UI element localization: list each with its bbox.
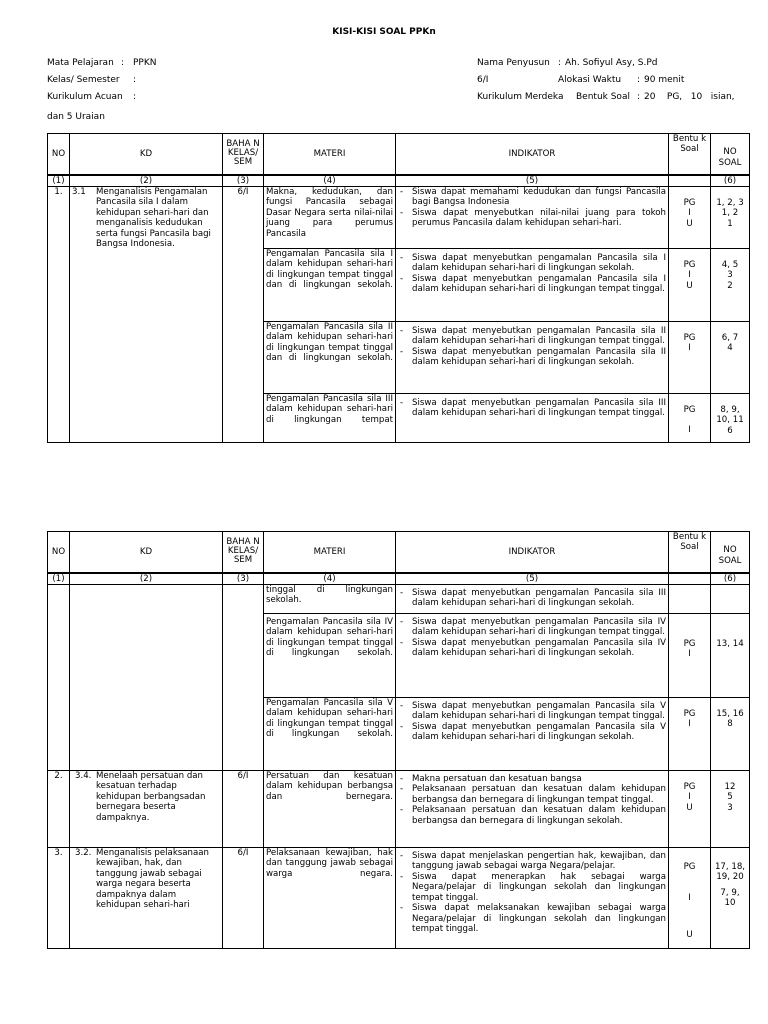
kd-number: 3.4. [75,770,92,781]
row-nosoal [711,321,750,393]
uraian-line: dan 5 Uraian [47,112,105,122]
col-number: (3) [223,175,264,187]
col-number: (2) [70,175,223,187]
indikator-item: - Siswa dapat menyebutkan pengamalan Pancasila sila I dalam kehidupan sehari-hari di lingkungan tempat tinggal. [403,274,666,295]
row-materi: Pelaksanaan kewajiban, hak dan tanggung jawab sebagai warga negara. [264,847,396,948]
bentuk-item: I [688,425,691,435]
row-bentuk [669,584,711,613]
bentuk-item: PG [683,708,696,719]
col-number: (5) [396,175,669,187]
header-kd: KD [70,532,223,573]
row-nosoal [711,847,750,948]
penyusun-colon: : [558,58,562,68]
nosoal-item: 15, 16 [716,708,744,719]
bentuk-item: U [686,218,693,229]
bentuk-item: I [688,719,691,729]
nosoal-item: 17, 18, [714,861,746,872]
kisi-table-2 [47,531,750,949]
row-kd [70,186,223,442]
row-materi: Pengamalan Pancasila sila II dalam kehidupan sehari-hari di lingkungan tempat tinggal dan di lingkungan sekolah. [264,321,396,393]
row-bentuk [669,697,711,770]
header-no: NO [48,532,70,573]
mapel-label: Mata Pelajaran [47,58,114,68]
table-row [48,186,750,248]
bentuk-item: PG [683,259,696,270]
bentuk-item: PG [683,197,696,208]
bentuk-item: PG [683,861,696,872]
bentuk-item: PG [683,781,696,792]
header-materi: MATERI [264,134,396,175]
bentuk-label: Bentuk Soal [576,92,630,102]
nosoal-item: 10, 11 [716,415,744,425]
row-indikator [396,584,669,613]
indikator-item: - Pelaksanaan persatuan dan kesatuan dalam kehidupan berbangsa dan bernegara di lingkungan tempat tinggal. [403,784,666,805]
row-bentuk [669,847,711,948]
row-nosoal [711,186,750,248]
nosoal-item: 8, 9, [720,404,740,415]
row-indikator [396,248,669,321]
header-nosoal: NO SOAL [711,532,750,573]
penyusun-label: Nama Penyusun [477,58,550,68]
indikator-item: - Siswa dapat memahami kedudukan dan fungsi Pancasila bagi Bangsa Indonesia [403,187,666,208]
page-title: KISI-KISI SOAL PPKn [332,27,436,37]
bentuk-item: PG [683,638,696,649]
kelas-label: Kelas/ Semester [47,75,120,85]
row-kd [70,584,223,770]
row-bentuk [669,321,711,393]
kurikulum-colon: : [133,92,137,102]
row-materi: Pengamalan Pancasila sila I dalam kehidupan sehari-hari di lingkungan tempat tinggal dan di lingkungan sekolah. [264,248,396,321]
bentuk-item: I [688,270,691,280]
row-materi: Makna, kedudukan, dan fungsi Pancasila sebagai Dasar Negara serta nilai-nilai juang para perumus Pancasila [264,186,396,248]
col-number: (5) [396,573,669,585]
row-materi: Pengamalan Pancasila sila IV dalam kehidupan sehari-hari di lingkungan tempat tinggal di lingkungan sekolah. [264,613,396,697]
header-bentuk: Bentu k Soal [669,134,711,175]
indikator-item: - Pelaksanaan persatuan dan kesatuan dalam kehidupan berbangsa dan bernegara di lingkungan sekolah. [403,805,666,826]
col-number: (1) [48,175,70,187]
kd-number: 3.1 [72,186,86,197]
header-bentuk: Bentu k Soal [669,532,711,573]
row-nosoal [711,770,750,847]
mapel-colon: : [121,58,125,68]
col-number: (4) [264,573,396,585]
header-materi: MATERI [264,532,396,573]
nosoal-item: 1, 2 [721,208,739,218]
row-nosoal [711,248,750,321]
bentuk-item: I [688,208,691,218]
table-row [48,584,750,613]
row-kd [70,847,223,948]
alokasi-value: 90 menit [644,75,685,85]
col-number: (6) [711,573,750,585]
row-nosoal [711,613,750,697]
bentuk-item: PG [683,332,696,343]
col-number [669,573,711,585]
row-indikator [396,697,669,770]
nosoal-item: 4, 5 [721,259,739,270]
row-bentuk [669,613,711,697]
header-bahan: BAHA N KELAS/ SEM [223,532,264,573]
nosoal-item: 1, 2, 3 [716,197,744,208]
nosoal-item: 6 [727,425,733,436]
col-number-row [48,175,750,187]
nosoal-item: 4 [727,343,733,353]
row-indikator [396,393,669,442]
nosoal-item: 8 [727,719,733,729]
indikator-item: - Siswa dapat menerapkan hak sebagai warga Negara/pelajar di lingkungan sekolah dan lingkungan tempat tinggal. [403,872,666,904]
bentuk-item: I [688,792,691,802]
table-row [48,847,750,948]
row-indikator [396,847,669,948]
row-nosoal [711,393,750,442]
kurikulum-label: Kurikulum Acuan [47,92,123,102]
row-materi: Persatuan dan kesatuan dalam kehidupan berbangsa dan bernegara. [264,770,396,847]
bentuk-item: I [688,343,691,353]
indikator-item: - Siswa dapat menyebutkan pengamalan Pancasila sila III dalam kehidupan sehari-hari di lingkungan tempat tinggal. [403,398,666,419]
col-number: (2) [70,573,223,585]
row-bahan: 6/I [223,770,264,847]
kd-text: Menganalisis pelaksanaan kewajiban, hak, dan tanggung jawab sebagai warga negara beserta dampaknya dalam kehidupan sehari-hari [96,847,209,910]
header-row [48,532,750,573]
bentuk-item: U [686,929,693,940]
col-number: (4) [264,175,396,187]
bentuk-item: I [688,649,691,659]
nosoal-item: 7, 9, [720,887,740,898]
row-kd [70,770,223,847]
bentuk-value: 20 PG, 10 isian, [644,92,735,102]
row-materi: Pengamalan Pancasila sila III dalam kehidupan sehari-hari di lingkungan tempat [264,393,396,442]
col-number: (6) [711,175,750,187]
mapel-value: PPKN [133,58,157,68]
bentuk-item: PG [683,404,696,415]
penyusun-value: Ah. Sofiyul Asy, S.Pd [565,58,658,68]
indikator-item: - Siswa dapat menyebutkan pengamalan Pancasila sila IV dalam kehidupan sehari-hari di lingkungan sekolah. [403,638,666,659]
indikator-item: - Siswa dapat melaksanakan kewajiban sebagai warga Negara/pelajar di lingkungan sekolah dan lingkungan tempat tinggal. [403,903,666,935]
row-no [48,584,70,770]
row-materi: tinggal di lingkungan sekolah. [264,584,396,613]
nosoal-item: 3 [727,270,733,280]
kd-text: Menganalisis Pengamalan Pancasila sila I dalam kehidupan sehari-hari dan menganalisis kedudukan serta fungsi Pancasila bagi Bangsa Indonesia. [96,186,211,249]
col-number: (1) [48,573,70,585]
indikator-item: - Siswa dapat menyebutkan pengamalan Pancasila sila V dalam kehidupan sehari-hari di lingkungan sekolah. [403,722,666,743]
bentuk-colon: : [637,92,641,102]
row-materi: Pengamalan Pancasila sila V dalam kehidupan sehari-hari di lingkungan tempat tinggal di lingkungan sekolah. [264,697,396,770]
nosoal-item: 10 [724,898,736,908]
row-no: 3. [48,847,70,948]
col-number [669,175,711,187]
indikator-item: - Siswa dapat menyebutkan pengamalan Pancasila sila III dalam kehidupan sehari-hari di lingkungan sekolah. [403,588,666,609]
row-indikator [396,770,669,847]
kelas-semester-value: 6/I [477,75,489,85]
header-nosoal: NO SOAL [711,134,750,175]
row-no: 2. [48,770,70,847]
table-row [48,770,750,847]
kurikulum-merdeka: Kurikulum Merdeka [477,92,564,102]
nosoal-item: 5 [727,792,733,802]
nosoal-item: 13, 14 [716,638,744,649]
header-row [48,134,750,175]
kelas-colon: : [133,75,137,85]
kisi-table-1 [47,133,750,443]
indikator-item: - Siswa dapat menyebutkan pengamalan Pancasila sila V dalam kehidupan sehari-hari di lingkungan tempat tinggal. [403,701,666,722]
nosoal-item: 19, 20 [716,872,744,882]
row-nosoal [711,584,750,613]
bentuk-item: I [688,893,691,903]
header-bahan: BAHA N KELAS/ SEM [223,134,264,175]
row-indikator [396,186,669,248]
header-no: NO [48,134,70,175]
col-number-row [48,573,750,585]
nosoal-item: 2 [727,280,733,291]
nosoal-item: 12 [724,781,736,792]
row-bentuk [669,393,711,442]
row-indikator [396,613,669,697]
row-bentuk [669,770,711,847]
row-bahan [223,584,264,770]
row-indikator [396,321,669,393]
alokasi-colon: : [637,75,641,85]
alokasi-label: Alokasi Waktu [558,75,622,85]
indikator-item: - Siswa dapat menyebutkan pengamalan Pancasila sila II dalam kehidupan sehari-hari di lingkungan sekolah. [403,347,666,368]
indikator-item: - Siswa dapat menyebutkan pengamalan Pancasila sila II dalam kehidupan sehari-hari di lingkungan tempat tinggal. [403,326,666,347]
row-bentuk [669,248,711,321]
bentuk-item: U [686,280,693,291]
header-indikator: INDIKATOR [396,532,669,573]
header-kd: KD [70,134,223,175]
indikator-item: - Makna persatuan dan kesatuan bangsa [403,774,666,785]
row-bentuk [669,186,711,248]
row-nosoal [711,697,750,770]
row-no: 1. [48,186,70,442]
row-bahan: 6/I [223,847,264,948]
nosoal-item: 1 [727,218,733,229]
indikator-item: - Siswa dapat menyebutkan nilai-nilai juang para tokoh perumus Pancasila dalam kehidupan sehari-hari. [403,208,666,229]
nosoal-item: 3 [727,802,733,813]
indikator-item: - Siswa dapat menjelaskan pengertian hak, kewajiban, dan tanggung jawab sebagai warga Negara/pelajar. [403,851,666,872]
indikator-item: - Siswa dapat menyebutkan pengamalan Pancasila sila IV dalam kehidupan sehari-hari di lingkungan tempat tinggal. [403,617,666,638]
header-indikator: INDIKATOR [396,134,669,175]
nosoal-item: 6, 7 [721,332,739,343]
row-bahan: 6/I [223,186,264,442]
col-number: (3) [223,573,264,585]
kd-number: 3.2. [75,847,92,858]
bentuk-item: U [686,802,693,813]
indikator-item: - Siswa dapat menyebutkan pengamalan Pancasila sila I dalam kehidupan sehari-hari di lingkungan sekolah. [403,253,666,274]
kd-text: Menelaah persatuan dan kesatuan terhadap kehidupan berbangsadan bernegara beserta dampaknya. [96,770,206,823]
